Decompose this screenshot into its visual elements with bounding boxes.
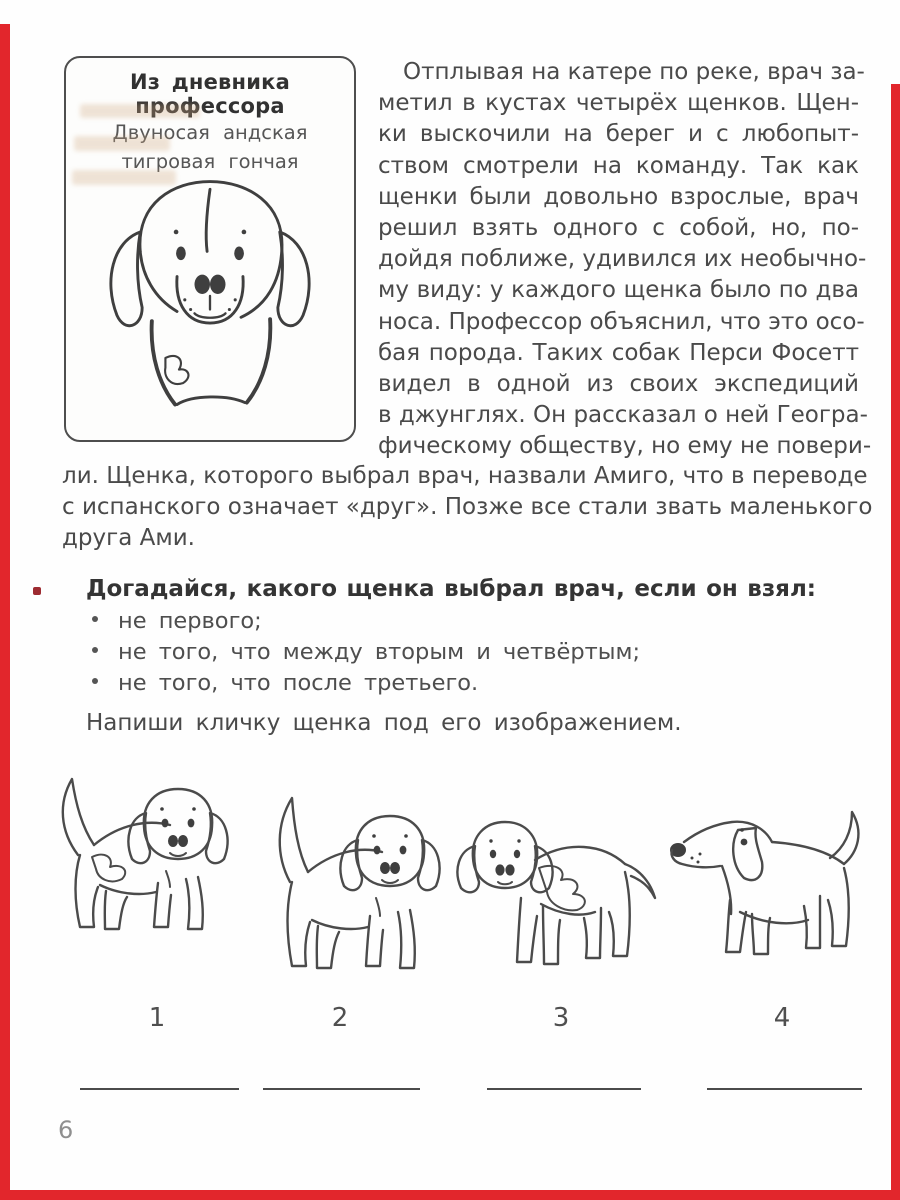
bleed-through-artifact: [80, 104, 200, 118]
bleed-through-artifact: [74, 136, 170, 151]
task-bullet-item: [92, 639, 640, 670]
answer-line-3[interactable]: [487, 1088, 641, 1090]
task-red-marker: [33, 587, 41, 595]
story-continuation: [62, 461, 873, 555]
story-line: ки выскочили на берег и с любопыт-: [378, 121, 859, 148]
task-bullet-text: не первого;: [118, 608, 262, 634]
story-line: дойдя поближе, удивился их необычно-: [378, 246, 867, 273]
story-line: с испанского означает «друг». Позже все стали звать маленького: [62, 494, 873, 521]
task-bullet-text: не того, что после третьего.: [118, 670, 479, 697]
puppy-illustration-2: [256, 786, 458, 996]
book-edge-right: [891, 84, 900, 1200]
story-line: фическому обществу, но ему не повери-: [378, 433, 872, 460]
answer-line-1[interactable]: [80, 1088, 239, 1090]
page-number: 6: [58, 1116, 74, 1144]
infobox-title: Из дневника профессора: [130, 70, 290, 118]
infobox-subtitle-line2: тигровая гончая: [121, 150, 299, 173]
puppy-number-2: 2: [331, 1003, 349, 1033]
puppy-number-4: 4: [773, 1003, 791, 1033]
story-line: носа. Профессор объяснил, что это осо-: [378, 308, 865, 335]
story-line: ли. Щенка, которого выбрал врач, назвали Амиго, что в переводе: [62, 463, 868, 489]
double-nosed-hound-head-illustration: [84, 168, 336, 420]
answer-line-4[interactable]: [707, 1088, 862, 1090]
puppy-illustration-1: [48, 763, 243, 958]
story-line: решил взять одного с собой, но, по-: [378, 215, 859, 242]
story-column: [378, 57, 872, 463]
story-line: му виду: у каждого щенка было по два: [378, 277, 859, 304]
story-line: ством смотрели на команду. Так как: [378, 152, 859, 179]
puppy-number-3: 3: [552, 1003, 570, 1033]
puppy-illustration-3: [443, 802, 661, 1002]
story-line: бая порода. Таких собак Перси Фосетт: [378, 339, 859, 366]
puppy-illustration-4: [658, 788, 876, 1000]
task-prompt: Догадайся, какого щенка выбрал врач, если он взял:: [86, 576, 816, 602]
book-edge-left: [0, 24, 10, 1200]
story-line: щенки были довольно взрослые, врач: [378, 183, 859, 210]
task-bullet-item: [92, 608, 640, 639]
task-bullet-text: не того, что между вторым и четвёртым;: [118, 639, 641, 666]
task-bullet-list: [92, 608, 640, 702]
story-line: Отплывая на катере по реке, врач за-: [403, 59, 865, 85]
story-line: в джунглях. Он рассказал о ней Геогра-: [378, 402, 868, 429]
answer-line-2[interactable]: [263, 1088, 420, 1090]
story-line: метил в кустах четырёх щенков. Щен-: [378, 90, 859, 117]
bullet-dot-icon: [92, 616, 98, 622]
bullet-dot-icon: [92, 647, 98, 653]
story-line: видел в одной из своих экспедиций: [378, 371, 859, 398]
diary-infobox: [64, 56, 356, 442]
puppy-number-1: 1: [148, 1003, 166, 1033]
story-line: друга Ами.: [62, 525, 195, 552]
task-instruction: Напиши кличку щенка под его изображением.: [86, 710, 682, 736]
infobox-subtitle-line1: Двуносая андская: [112, 121, 308, 144]
bullet-dot-icon: [92, 678, 98, 684]
book-edge-bottom: [0, 1190, 900, 1200]
task-bullet-item: [92, 670, 640, 701]
